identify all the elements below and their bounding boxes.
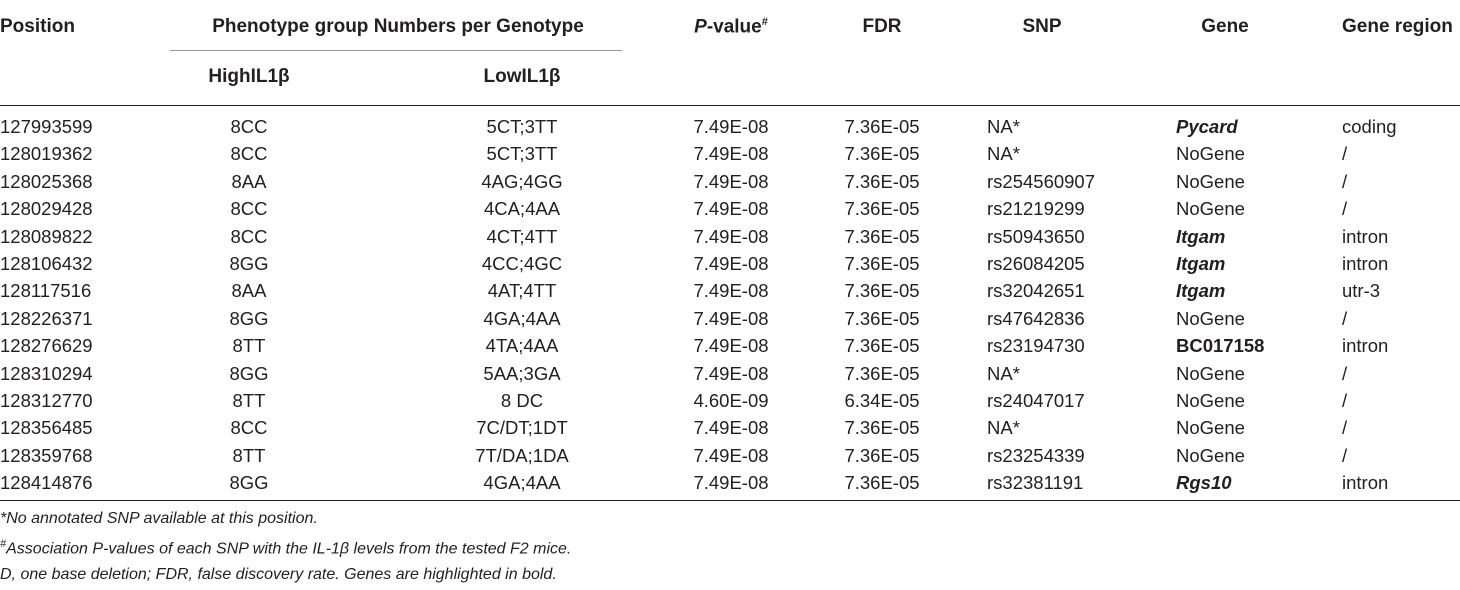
cell-low: 5CT;3TT [486, 143, 558, 165]
cell-region: / [1342, 307, 1348, 329]
header-group-underline [170, 50, 622, 51]
cell-pvalue: 7.49E-08 [693, 335, 769, 357]
cell-position: 128025368 [0, 170, 93, 192]
cell-snp: rs47642836 [987, 307, 1085, 329]
cell-snp: NA* [987, 362, 1020, 384]
cell-region: intron [1342, 472, 1389, 494]
cell-snp: rs23254339 [987, 444, 1085, 466]
cell-position: 128029428 [0, 198, 93, 220]
cell-pvalue: 7.49E-08 [693, 472, 769, 494]
cell-fdr: 7.36E-05 [844, 253, 920, 274]
cell-position: 128226371 [0, 307, 93, 329]
cell-snp: rs254560907 [987, 170, 1096, 192]
cell-position: 128414876 [0, 472, 93, 494]
cell-fdr: 7.36E-05 [844, 417, 920, 439]
cell-snp: rs32042651 [987, 280, 1085, 302]
cell-high: 8GG [229, 362, 269, 384]
cell-pvalue: 7.49E-08 [693, 170, 769, 192]
cell-fdr: 7.36E-05 [844, 198, 920, 220]
cell-gene: NoGene [1176, 362, 1245, 384]
cell-high: 8AA [231, 170, 267, 192]
cell-pvalue: 7.49E-08 [693, 143, 769, 165]
table-bottom-rule [0, 500, 1460, 501]
cell-snp: NA* [987, 417, 1020, 439]
cell-gene: Itgam [1176, 225, 1226, 247]
cell-gene: NoGene [1176, 417, 1245, 439]
header-fdr: FDR [862, 16, 902, 37]
cell-gene: NoGene [1176, 198, 1245, 220]
cell-pvalue: 7.49E-08 [693, 444, 769, 466]
cell-region: utr-3 [1342, 280, 1381, 302]
header-snp: SNP [1022, 16, 1062, 37]
cell-region: / [1342, 444, 1348, 466]
cell-position: 128312770 [0, 390, 93, 411]
cell-high: 8GG [229, 307, 269, 329]
cell-pvalue: 7.49E-08 [693, 417, 769, 439]
cell-low: 7T/DA;1DA [475, 444, 569, 466]
cell-fdr: 7.36E-05 [844, 307, 920, 329]
cell-fdr: 6.34E-05 [844, 390, 920, 411]
cell-high: 8TT [232, 390, 266, 411]
cell-high: 8CC [230, 198, 268, 220]
cell-low: 8 DC [500, 390, 544, 411]
header-gene-region: Gene region [1342, 16, 1453, 37]
header-low-il1b: LowIL1β [483, 66, 561, 87]
cell-high: 8CC [230, 143, 268, 165]
footnote-na: *No annotated SNP available at this position. [0, 510, 318, 527]
cell-snp: NA* [987, 143, 1020, 165]
cell-gene: Rgs10 [1176, 472, 1232, 494]
header-phenotype-group: Phenotype group Numbers per Genotype [212, 16, 584, 37]
cell-gene: NoGene [1176, 444, 1245, 466]
cell-position: 128117516 [0, 280, 92, 302]
cell-snp: rs32381191 [987, 472, 1084, 494]
cell-low: 4AG;4GG [481, 170, 563, 192]
cell-low: 4CA;4AA [483, 198, 561, 220]
cell-low: 7C/DT;1DT [476, 417, 568, 439]
header-gene: Gene [1201, 16, 1249, 37]
cell-region: intron [1342, 335, 1389, 357]
footnote-pvalue: #Association P-values of each SNP with the IL-1β levels from the tested F2 mice. [0, 538, 572, 558]
cell-gene: NoGene [1176, 170, 1245, 192]
cell-snp: rs50943650 [987, 225, 1085, 247]
cell-position: 128310294 [0, 362, 93, 384]
cell-low: 4CT;4TT [486, 225, 558, 247]
cell-pvalue: 7.49E-08 [693, 225, 769, 247]
cell-region: coding [1342, 116, 1397, 137]
cell-region: / [1342, 170, 1348, 192]
cell-gene: Itgam [1176, 280, 1226, 302]
cell-region: intron [1342, 225, 1389, 247]
cell-region: / [1342, 390, 1348, 411]
cell-low: 4GA;4AA [483, 472, 561, 494]
cell-high: 8TT [232, 335, 266, 357]
cell-fdr: 7.36E-05 [844, 472, 920, 494]
cell-gene: Pycard [1176, 116, 1238, 137]
cell-gene: NoGene [1176, 390, 1245, 411]
cell-position: 127993599 [0, 116, 93, 137]
cell-pvalue: 7.49E-08 [693, 116, 769, 137]
cell-pvalue: 7.49E-08 [693, 362, 769, 384]
cell-high: 8GG [229, 472, 269, 494]
cell-fdr: 7.36E-05 [844, 170, 920, 192]
header-pvalue: P-value# [694, 16, 768, 38]
header-high-il1b: HighIL1β [208, 66, 290, 87]
cell-pvalue: 7.49E-08 [693, 307, 769, 329]
cell-high: 8CC [230, 225, 268, 247]
cell-gene: NoGene [1176, 307, 1245, 329]
cell-gene: Itgam [1176, 253, 1226, 274]
cell-position: 128019362 [0, 143, 93, 165]
cell-position: 128359768 [0, 444, 93, 466]
cell-low: 4AT;4TT [487, 280, 557, 302]
cell-gene: BC017158 [1176, 335, 1265, 357]
cell-high: 8AA [231, 280, 267, 302]
cell-snp: rs21219299 [987, 198, 1085, 220]
cell-pvalue: 7.49E-08 [693, 280, 769, 302]
cell-fdr: 7.36E-05 [844, 362, 920, 384]
cell-high: 8TT [232, 444, 266, 466]
cell-low: 5AA;3GA [483, 362, 561, 384]
cell-position: 128356485 [0, 417, 93, 439]
cell-snp: rs24047017 [987, 390, 1085, 411]
cell-low: 4GA;4AA [483, 307, 561, 329]
cell-region: / [1342, 362, 1348, 384]
footnote-abbrev: D, one base deletion; FDR, false discovery rate. Genes are highlighted in bold. [0, 566, 557, 583]
header-bottom-rule [0, 105, 1460, 106]
cell-snp: rs26084205 [987, 253, 1085, 274]
cell-snp: rs23194730 [987, 335, 1085, 357]
cell-high: 8GG [229, 253, 269, 274]
cell-position: 128089822 [0, 225, 93, 247]
cell-position: 128276629 [0, 335, 93, 357]
cell-fdr: 7.36E-05 [844, 143, 920, 165]
cell-fdr: 7.36E-05 [844, 444, 920, 466]
cell-position: 128106432 [0, 253, 93, 274]
cell-pvalue: 7.49E-08 [693, 253, 769, 274]
cell-region: / [1342, 143, 1348, 165]
cell-region: / [1342, 417, 1348, 439]
cell-high: 8CC [230, 417, 268, 439]
cell-pvalue: 4.60E-09 [693, 390, 769, 411]
cell-fdr: 7.36E-05 [844, 225, 920, 247]
cell-region: intron [1342, 253, 1389, 274]
cell-fdr: 7.36E-05 [844, 280, 920, 302]
cell-low: 5CT;3TT [486, 116, 558, 137]
cell-fdr: 7.36E-05 [844, 335, 920, 357]
cell-low: 4CC;4GC [481, 253, 563, 274]
cell-region: / [1342, 198, 1348, 220]
cell-pvalue: 7.49E-08 [693, 198, 769, 220]
cell-fdr: 7.36E-05 [844, 116, 920, 137]
cell-snp: NA* [987, 116, 1020, 137]
cell-high: 8CC [230, 116, 268, 137]
cell-low: 4TA;4AA [485, 335, 559, 357]
header-position: Position [0, 16, 75, 37]
cell-gene: NoGene [1176, 143, 1245, 165]
